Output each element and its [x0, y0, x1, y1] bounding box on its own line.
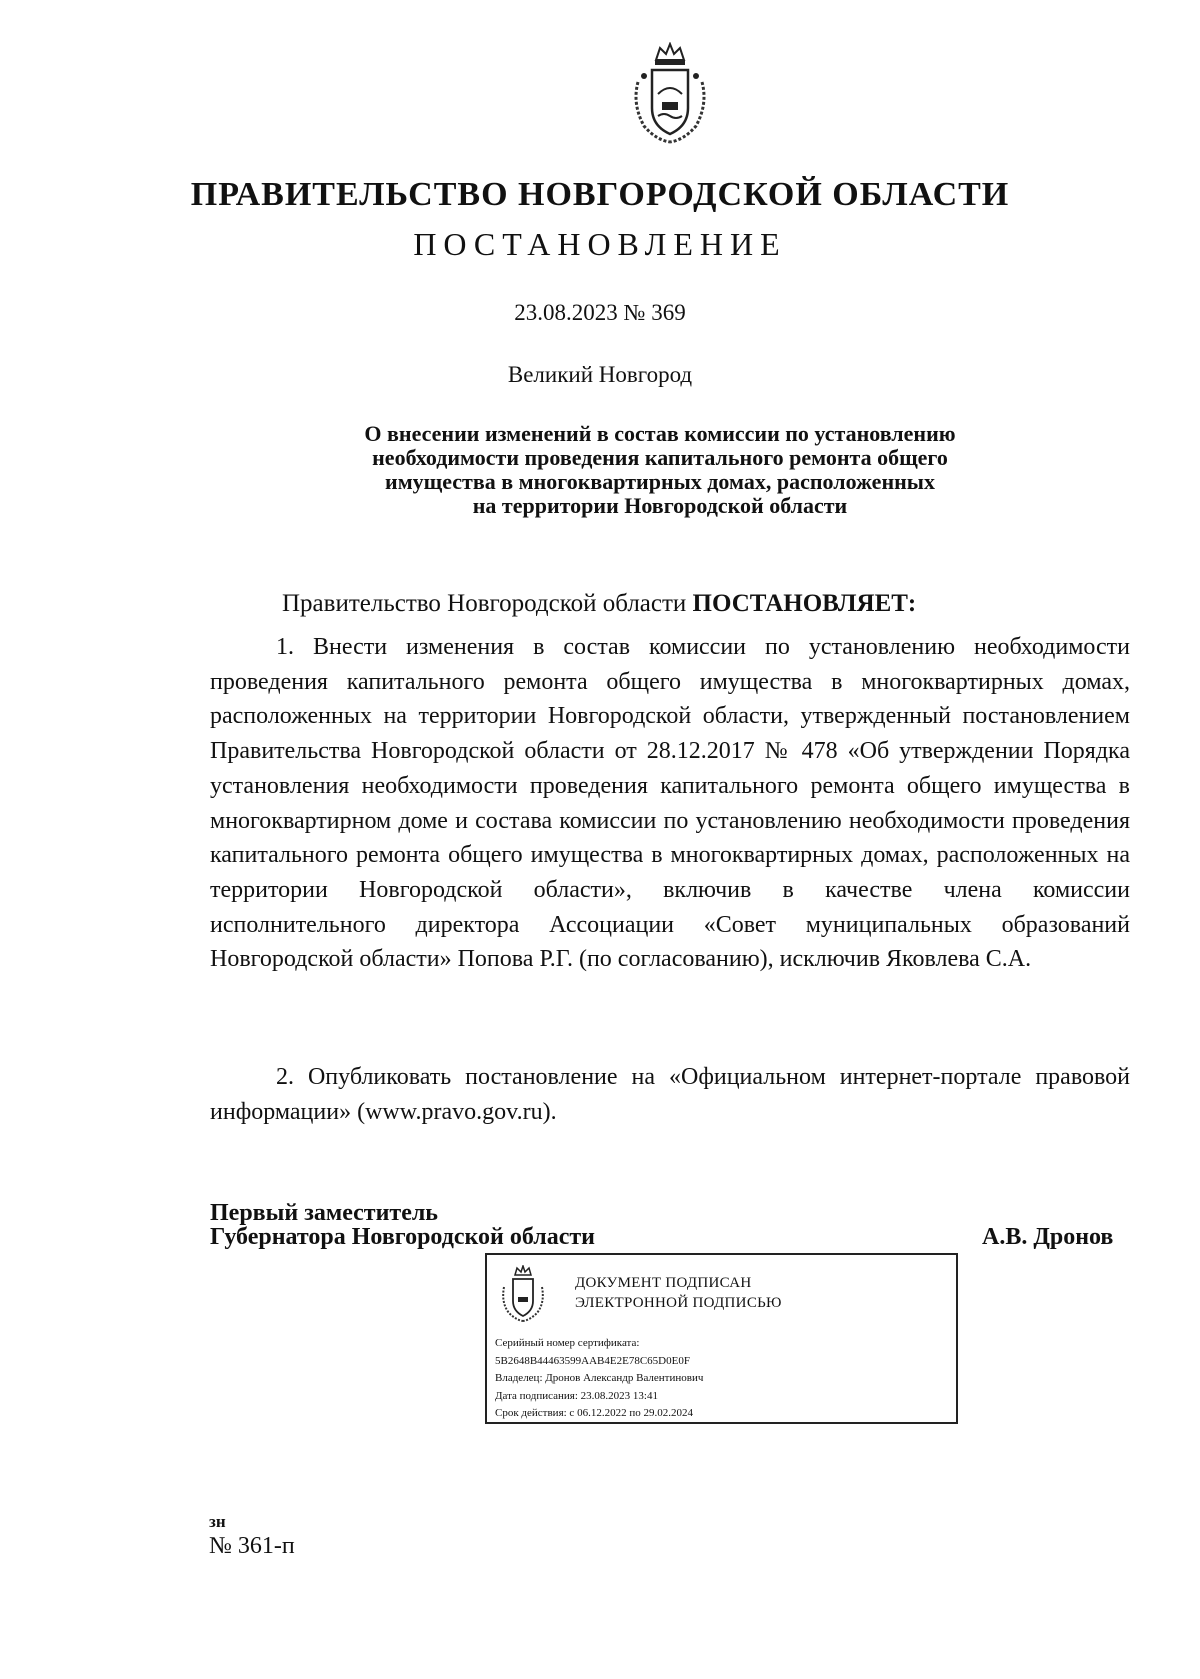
- stamp-details: [495, 1335, 703, 1423]
- stamp-heading-line: ЭЛЕКТРОННОЙ ПОДПИСЬЮ: [575, 1295, 782, 1311]
- stamp-heading-line: ДОКУМЕНТ ПОДПИСАН: [575, 1275, 752, 1291]
- stamp-sign-date: Дата подписания: 23.08.2023 13:41: [495, 1389, 658, 1402]
- signatory-name: А.В. Дронов: [982, 1224, 1114, 1250]
- document-city: Великий Новгород: [507, 362, 693, 387]
- signatory-position-line: Губернатора Новгородской области: [210, 1224, 596, 1250]
- footer-initials: зн: [209, 1512, 226, 1531]
- decree-keyword: ПОСТАНОВЛЯЕТ:: [692, 590, 917, 617]
- signatory-position: [210, 1201, 595, 1249]
- title-line: на территории Новгородской области: [472, 493, 848, 518]
- stamp-serial-label: Серийный номер сертификата:: [495, 1337, 640, 1349]
- government-name: ПРАВИТЕЛЬСТВО НОВГОРОДСКОЙ ОБЛАСТИ: [190, 176, 1010, 213]
- signatory-position-line: Первый заместитель: [210, 1200, 438, 1226]
- title-line: О внесении изменений в состав комиссии по установлению: [364, 421, 956, 446]
- coat-of-arms-icon: [628, 42, 712, 146]
- stamp-serial: 5B2648B44463599AAB4E2E78C65D0E0F: [495, 1354, 690, 1367]
- document-type: ПОСТАНОВЛЕНИЕ: [413, 226, 787, 262]
- stamp-owner: Владелец: Дронов Александр Валентинович: [495, 1372, 704, 1384]
- title-line: необходимости проведения капитального ремонта общего: [372, 445, 948, 470]
- document-footer: [209, 1510, 295, 1558]
- paragraph-2: 2. Опубликовать постановление на «Официальном интернет-портале правовой информации» (www.pravo.gov.ru).: [210, 1064, 1130, 1125]
- coat-of-arms-icon: [499, 1265, 547, 1323]
- stamp-validity: Срок действия: с 06.12.2022 по 29.02.2024: [495, 1407, 693, 1419]
- paragraph-1: 1. Внести изменения в состав комиссии по установлению необходимости проведения капитального ремонта общего имущества в многоквартирных домах, расположенных на территории Новгородской области, утвержденный постановлением Правительства Новгородской области от 28.12.2017 № 478 «Об утверждении Порядка установления необходимости проведения капитального ремонта общего имущества в многоквартирном доме и состава комиссии по установлению необходимости проведения капитального ремонта общего имущества в многоквартирных домах, расположенных на территории Новгородской области», включив в качестве члена комиссии исполнительного директора Ассоциации «Совет муниципальных образований Новгородской области» Попова Р.Г. (по согласованию), исключив Яковлева С.А.: [210, 634, 1130, 973]
- title-line: имущества в многоквартирных домах, расположенных: [385, 469, 935, 494]
- decree-prefix: Правительство Новгородской области: [282, 590, 687, 617]
- stamp-heading: [575, 1273, 782, 1313]
- decree-line: [282, 590, 916, 618]
- document-date-number: 23.08.2023 № 369: [514, 300, 686, 325]
- footer-number: № 361-п: [209, 1533, 295, 1559]
- electronic-signature-stamp: [485, 1253, 958, 1424]
- document-title: [260, 422, 1060, 518]
